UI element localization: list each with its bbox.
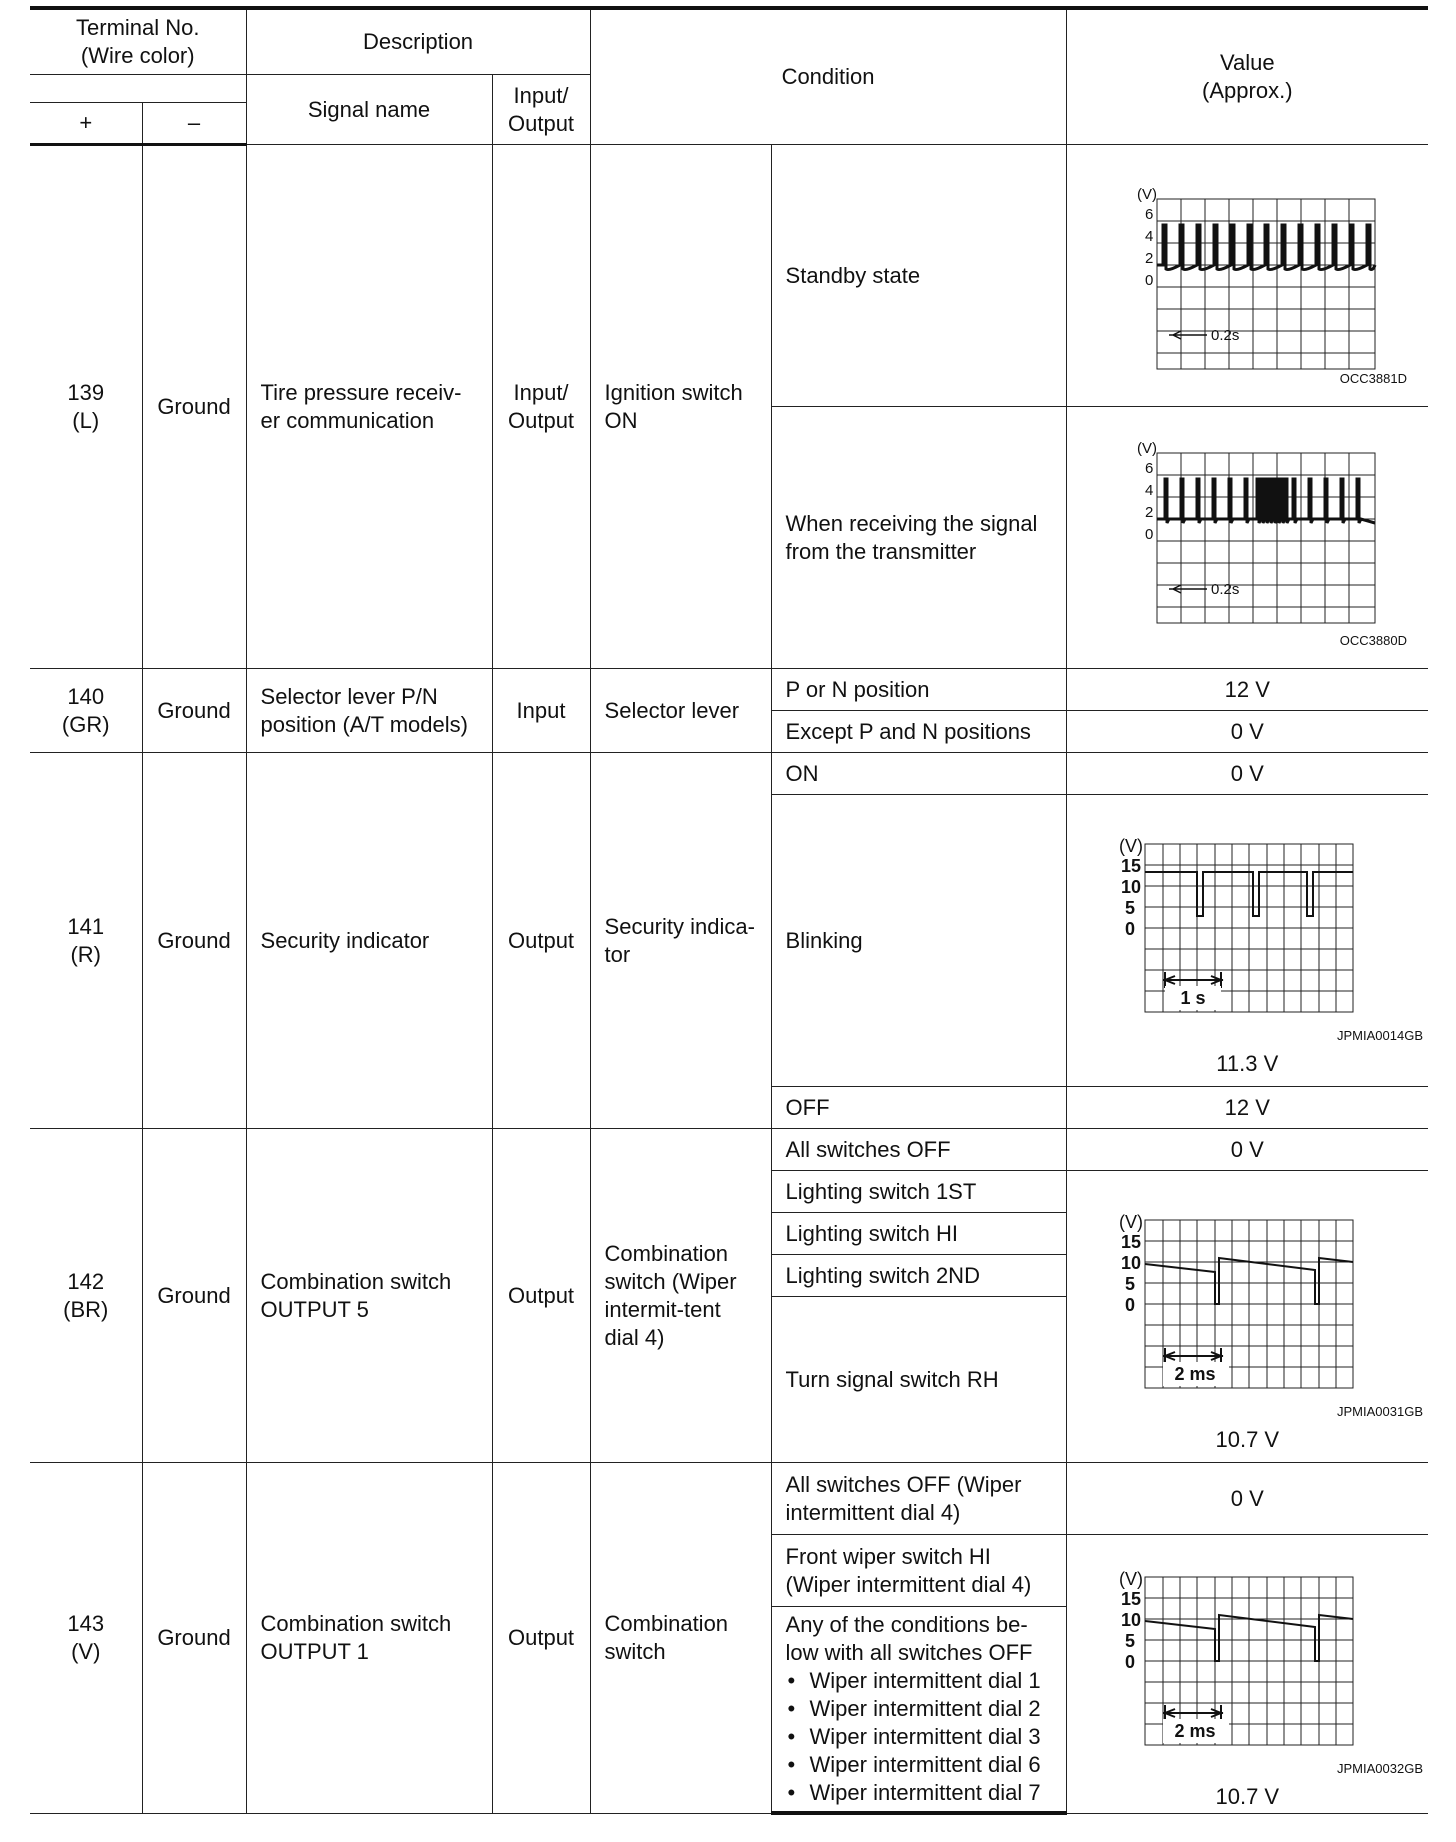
svg-text:0: 0 [1145, 271, 1154, 289]
list-item: • Wiper intermittent dial 7 [810, 1779, 1052, 1807]
signal-141: Security indicator [246, 753, 492, 1129]
signal-143: Combination switch OUTPUT 1 [246, 1463, 492, 1814]
svg-text:10: 10 [1121, 876, 1142, 897]
figure-code: JPMIA0014GB [1337, 1027, 1424, 1043]
svg-text:0: 0 [1145, 525, 1154, 543]
svg-text:4: 4 [1145, 481, 1154, 499]
svg-text:(V): (V) [1137, 185, 1158, 203]
svg-text:6: 6 [1145, 205, 1154, 223]
time-label: 0.2s [1211, 580, 1240, 598]
subcondition-143-all-off: All switches OFF (Wiper intermittent dial 4) [771, 1463, 1066, 1535]
figure-code: OCC3880D [1340, 632, 1408, 648]
axis-labels-139b [1137, 440, 1157, 543]
ground-140: Ground [142, 669, 246, 753]
io-header: Input/ Output [492, 75, 590, 145]
figure-code: JPMIA0032GB [1337, 1760, 1424, 1776]
condition-140: Selector lever [590, 669, 771, 753]
value-142-all-off: 0 V [1066, 1129, 1428, 1171]
svg-text:(V): (V) [1119, 1568, 1144, 1589]
svg-text:(V): (V) [1137, 439, 1158, 457]
svg-text:5: 5 [1125, 1273, 1136, 1294]
subcondition-143-front-hi: Front wiper switch HI (Wiper intermittent dial 4) [771, 1535, 1066, 1607]
svg-text:(V): (V) [1119, 1211, 1144, 1232]
axis-labels-142 [1119, 1212, 1143, 1315]
terminal-143: 143 (V) [30, 1463, 142, 1814]
signal-140: Selector lever P/N position (A/T models) [246, 669, 492, 753]
terminal-142: 142 (BR) [30, 1129, 142, 1463]
value-140-pn: 12 V [1066, 669, 1428, 711]
value-header: Value (Approx.) [1066, 8, 1428, 145]
subcondition-141-blinking: Blinking [771, 795, 1066, 1087]
io-139: Input/ Output [492, 145, 590, 669]
value-141-on: 0 V [1066, 753, 1428, 795]
time-label: 2 ms [1174, 1363, 1216, 1384]
svg-text:5: 5 [1125, 1630, 1136, 1651]
time-label: 1 s [1180, 987, 1206, 1008]
ground-143: Ground [142, 1463, 246, 1814]
terminal-table [30, 6, 1428, 1815]
waveform-occ3880d [1066, 407, 1428, 669]
svg-text:5: 5 [1125, 897, 1136, 918]
waveform-jpmia0032gb [1066, 1535, 1428, 1814]
subcondition-139-receiving: When receiving the signal from the transmitter [771, 407, 1066, 669]
svg-text:0: 0 [1125, 1294, 1136, 1315]
axis-labels-139a [1137, 186, 1157, 289]
signal-name-header: Signal name [246, 75, 492, 145]
time-label: 2 ms [1174, 1720, 1216, 1741]
waveform-occ3881d [1066, 145, 1428, 407]
condition-header: Condition [590, 8, 1066, 145]
condition-139: Ignition switch ON [590, 145, 771, 669]
signal-139: Tire pressure receiv-er communication [246, 145, 492, 669]
value-143-wave: 10.7 V [1215, 1783, 1280, 1809]
io-143: Output [492, 1463, 590, 1814]
value-140-except: 0 V [1066, 711, 1428, 753]
value-143-all-off: 0 V [1066, 1463, 1428, 1535]
axis-labels-141 [1119, 836, 1143, 939]
svg-text:4: 4 [1145, 227, 1154, 245]
subcondition-142-turn-rh: Turn signal switch RH [771, 1297, 1066, 1463]
io-141: Output [492, 753, 590, 1129]
ground-142: Ground [142, 1129, 246, 1463]
list-item: • Wiper intermittent dial 3 [810, 1723, 1052, 1751]
value-141-blinking: 11.3 V [1216, 1050, 1279, 1076]
figure-code: JPMIA0031GB [1337, 1403, 1424, 1419]
subcondition-143-any: Any of the conditions be-low with all switches OFF • Wiper intermittent dial 1 • Wiper intermittent dial 2 • Wiper intermittent dial 3 • Wiper intermittent dial 6 • Wiper intermittent dial 7 [771, 1607, 1066, 1814]
svg-text:15: 15 [1121, 1231, 1142, 1252]
condition-143: Combination switch [590, 1463, 771, 1814]
figure-code: OCC3881D [1340, 370, 1408, 386]
condition-142: Combination switch (Wiper intermit-tent dial 4) [590, 1129, 771, 1463]
io-140: Input [492, 669, 590, 753]
svg-text:0: 0 [1125, 918, 1136, 939]
terminal-141: 141 (R) [30, 753, 142, 1129]
list-item: • Wiper intermittent dial 1 [810, 1667, 1052, 1695]
subcondition-142-hi: Lighting switch HI [771, 1213, 1066, 1255]
terminal-139: 139 (L) [30, 145, 142, 669]
minus-header: – [142, 103, 246, 145]
svg-text:2: 2 [1145, 503, 1154, 521]
subcondition-142-all-off: All switches OFF [771, 1129, 1066, 1171]
ground-141: Ground [142, 753, 246, 1129]
subcondition-142-1st: Lighting switch 1ST [771, 1171, 1066, 1213]
terminal-header: Terminal No. (Wire color) [30, 8, 246, 75]
svg-text:2: 2 [1145, 249, 1154, 267]
svg-text:6: 6 [1145, 459, 1154, 477]
subcondition-140-pn: P or N position [771, 669, 1066, 711]
subcondition-141-off: OFF [771, 1087, 1066, 1129]
waveform-jpmia0031gb [1066, 1171, 1428, 1463]
subcondition-140-except: Except P and N positions [771, 711, 1066, 753]
io-142: Output [492, 1129, 590, 1463]
svg-text:(V): (V) [1119, 835, 1144, 856]
subcondition-139-standby: Standby state [771, 145, 1066, 407]
axis-labels-143 [1119, 1569, 1143, 1672]
bullet-list [786, 1667, 1052, 1807]
condition-141: Security indica-tor [590, 753, 771, 1129]
list-item: • Wiper intermittent dial 2 [810, 1695, 1052, 1723]
waveform-jpmia0014gb [1066, 795, 1428, 1087]
ground-139: Ground [142, 145, 246, 669]
svg-text:10: 10 [1121, 1252, 1142, 1273]
value-141-off: 12 V [1066, 1087, 1428, 1129]
svg-text:10: 10 [1121, 1609, 1142, 1630]
value-142-wave: 10.7 V [1215, 1426, 1280, 1452]
time-label: 0.2s [1211, 326, 1240, 344]
subcondition-142-2nd: Lighting switch 2ND [771, 1255, 1066, 1297]
svg-text:15: 15 [1121, 1588, 1142, 1609]
subcondition-141-on: ON [771, 753, 1066, 795]
plus-header: + [30, 103, 142, 145]
svg-text:0: 0 [1125, 1651, 1136, 1672]
list-item: • Wiper intermittent dial 6 [810, 1751, 1052, 1779]
description-header: Description [246, 8, 590, 75]
terminal-140: 140 (GR) [30, 669, 142, 753]
signal-142: Combination switch OUTPUT 5 [246, 1129, 492, 1463]
svg-text:15: 15 [1121, 855, 1142, 876]
